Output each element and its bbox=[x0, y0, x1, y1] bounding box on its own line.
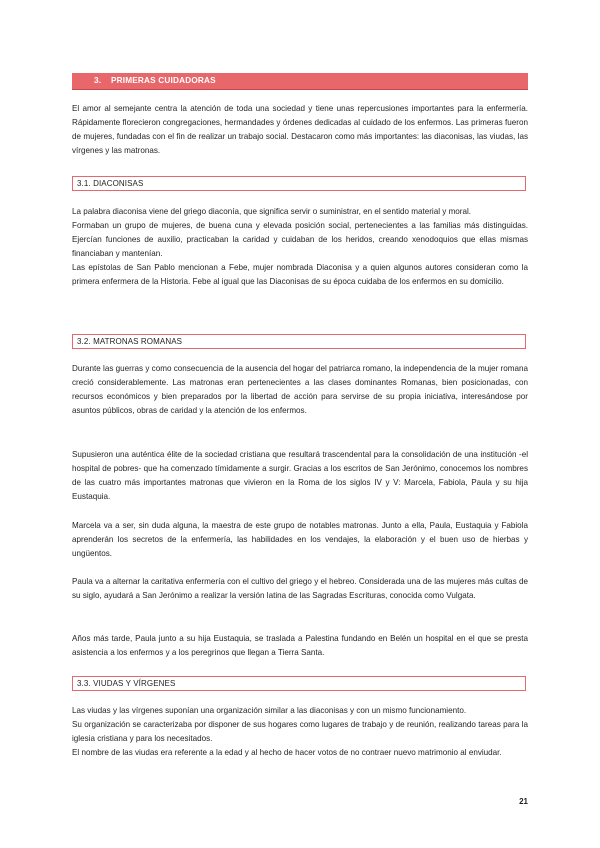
viudas-paragraph: Las viudas y las vírgenes suponían una organización similar a las diaconisas y con un mismo funcionamiento. Su organización se caracterizaba por disponer de sus hogares como lugares de trabajo y de reunión, realizando tareas para la iglesia cristiana y para los necesitados. El nombre de las viudas era referente a la edad y al hecho de hacer votos de no contraer nuevo matrimonio al enviudar. bbox=[72, 706, 528, 757]
subsection-header-matronas: 3.2. MATRONAS ROMANAS bbox=[72, 334, 526, 349]
subsection-header-viudas: 3.3. VIUDAS Y VÍRGENES bbox=[72, 676, 526, 691]
section-intro-paragraph: El amor al semejante centra la atención de toda una sociedad y tiene unas repercusiones importantes para la enfermería. Rápidamente florecieron congregaciones, hermandades y órdenes dedicadas al cuidado de los enfermos. Las primeras fueron de mujeres, fundadas con el fin de realizar un trabajo social. Destacaron como más importantes: las diaconisas, las viudas, las vírgenes y las matronas. bbox=[72, 104, 528, 155]
section-number: 3. bbox=[94, 76, 102, 85]
matronas-paragraph-4: Paula va a alternar la caritativa enfermería con el cultivo del griego y el hebreo. Considerada una de las mujeres más cultas de su siglo, ayudará a San Jerónimo a realizar la versión latina de las Sagradas Escrituras, conocida como Vulgata. bbox=[72, 577, 528, 600]
matronas-paragraph-1: Durante las guerras y como consecuencia de la ausencia del hogar del patriarca romano, la independencia de la mujer romana creció considerablemente. Las matronas eran pertenecientes a las clases dominantes Romanas, bien posicionadas, con recursos económicos y bien preparados por la libertad de acción para servirse de su propia iniciativa, interesándose por asuntos públicos, obras de caridad y la atención de los enfermos. bbox=[72, 364, 528, 415]
page-number: 21 bbox=[519, 797, 528, 806]
matronas-paragraph-2: Supusieron una auténtica élite de la sociedad cristiana que resultará trascendental para la consolidación de una institución -el hospital de pobres- que ha comenzado tímidamente a surgir. Gracias a los escritos de San Jerónimo, conocemos los nombres de las cuatro más importantes matronas que vivieron en la Roma de los siglos IV y V: Marcela, Fabiola, Paula y su hija Eustaquia. bbox=[72, 450, 528, 501]
section-title: PRIMERAS CUIDADORAS bbox=[111, 76, 216, 85]
matronas-paragraph-5: Años más tarde, Paula junto a su hija Eustaquia, se traslada a Palestina fundando en Belén un hospital en el que se presta asistencia a los enfermos y a los peregrinos que llegan a Tierra Santa. bbox=[72, 634, 528, 657]
subsection-header-diaconisas: 3.1. DIACONISAS bbox=[72, 176, 526, 191]
matronas-paragraph-3: Marcela va a ser, sin duda alguna, la maestra de este grupo de notables matronas. Junto a ella, Paula, Eustaquia y Fabiola aprenderán los secretos de la enfermería, las habilidades en los vendajes, la elaboración y el buen uso de hierbas y ungüentos. bbox=[72, 521, 528, 558]
diaconisas-paragraph: La palabra diaconisa viene del griego diaconía, que significa servir o suministrar, en el sentido material y moral. Formaban un grupo de mujeres, de buena cuna y elevada posición social, pertenecientes a las familias más distinguidas. Ejercían funciones de auxilio, practicaban la caridad y cuidaban de los heridos, creando xenodoquios que ellas mismas financiaban y mantenían. Las epístolas de San Pablo mencionan a Febe, mujer nombrada Diaconisa y a quien algunos autores consideran como la primera enfermera de la Historia. Febe al igual que las Diaconisas de su época cuidaba de los enfermos en su domicilio. bbox=[72, 207, 528, 286]
section-header bbox=[72, 73, 528, 90]
